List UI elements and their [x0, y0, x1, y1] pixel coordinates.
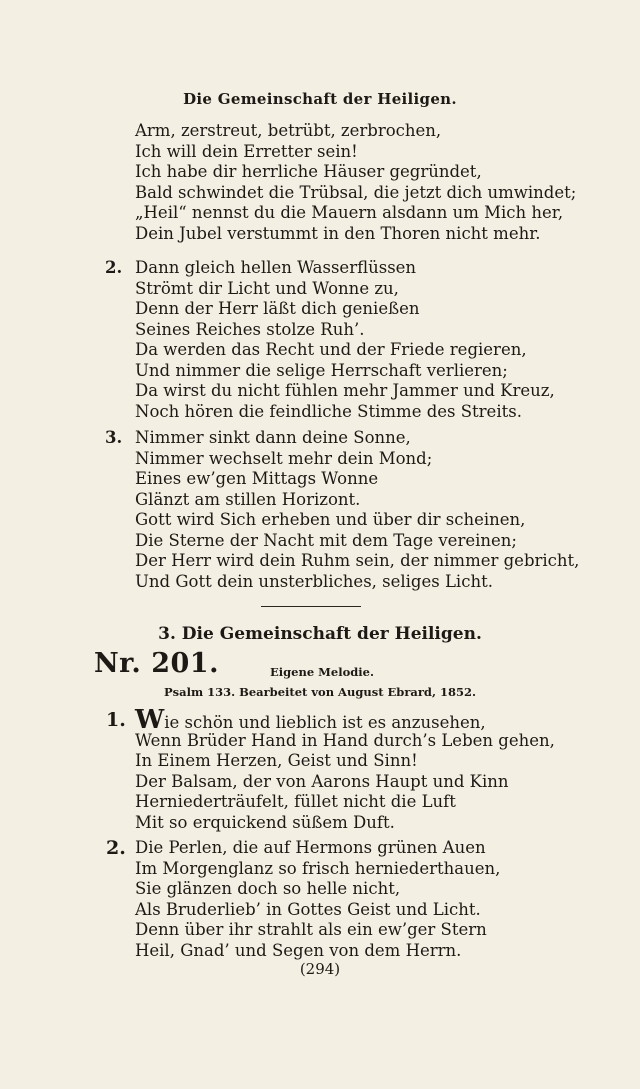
hymn-stanza-2	[0, 838, 640, 961]
verse-line: Eines ew’gen Mittags Wonne	[135, 469, 379, 488]
verse-line: Dein Jubel verstummt in den Thoren nicht mehr.	[135, 223, 541, 243]
verse-line: Arm, zerstreut, betrübt, zerbrochen,	[135, 121, 442, 140]
stanza-number: 3.	[105, 428, 123, 447]
carryover-stanza	[0, 121, 640, 244]
stanza-3	[0, 428, 640, 592]
verse-line: Noch hören die feindliche Stimme des Streits.	[135, 401, 522, 421]
hymn-attribution: Psalm 133. Bearbeitet von August Ebrard, 1852.	[164, 685, 476, 699]
page-number: (294)	[299, 960, 341, 978]
stanza-2	[0, 258, 640, 422]
drop-cap: W	[135, 705, 165, 735]
hymn-stanza-1	[0, 705, 640, 833]
verse-line: „Heil“ nennst du die Mauern alsdann um Mich her,	[135, 203, 564, 222]
verse-line: Glänzt am stillen Horizont.	[135, 489, 361, 509]
verse-line: Herniederträufelt, füllet nicht die Luft	[135, 792, 456, 811]
verse-line: Der Herr wird dein Ruhm sein, der nimmer gebricht,	[135, 551, 580, 570]
melody-note: Eigene Melodie.	[270, 665, 374, 679]
verse-line: 1. Wie schön und lieblich ist es anzusehen,	[106, 705, 486, 735]
verse-line: Die Sterne der Nacht mit dem Tage vereinen;	[135, 530, 517, 550]
section-title: 3. Die Gemeinschaft der Heiligen.	[158, 624, 482, 644]
verse-line: Ich habe dir herrliche Häuser gegründet,	[135, 162, 482, 181]
verse-line: Da werden das Recht und der Friede regieren,	[135, 340, 527, 359]
verse-line: Da wirst du nicht fühlen mehr Jammer und Kreuz,	[135, 381, 555, 400]
verse-line: 2. Dann gleich hellen Wasserflüssen	[105, 258, 417, 277]
stanza-number: 1.	[106, 709, 126, 731]
verse-line: Als Bruderlieb’ in Gottes Geist und Licht.	[135, 899, 481, 919]
verse-line: Sie glänzen doch so helle nicht,	[135, 879, 401, 898]
verse-line: Gott wird Sich erheben und über dir scheinen,	[135, 510, 526, 529]
stanza-number: 2.	[106, 837, 126, 859]
hymn-number: Nr. 201.	[94, 648, 219, 679]
verse-line: Denn der Herr läßt dich genießen	[135, 299, 420, 318]
running-head: Die Gemeinschaft der Heiligen.	[183, 90, 457, 108]
verse-line: Der Balsam, der von Aarons Haupt und Kinn	[135, 771, 509, 791]
verse-line: Im Morgenglanz so frisch herniederthauen,	[135, 858, 501, 878]
verse-line: Strömt dir Licht und Wonne zu,	[135, 278, 399, 298]
verse-line: Seines Reiches stolze Ruh’.	[135, 319, 365, 339]
verse-line: 3. Nimmer sinkt dann deine Sonne,	[105, 428, 411, 447]
verse-line: Wenn Brüder Hand in Hand durch’s Leben gehen,	[135, 730, 555, 750]
verse-line: Und nimmer die selige Herrschaft verlieren;	[135, 360, 508, 380]
section-divider	[261, 606, 361, 607]
verse-line: Mit so erquickend süßem Duft.	[135, 812, 395, 832]
verse-line: 2. Die Perlen, die auf Hermons grünen Auen	[106, 837, 486, 859]
verse-line: Nimmer wechselt mehr dein Mond;	[135, 448, 433, 468]
verse-line: Heil, Gnad’ und Segen von dem Herrn.	[135, 940, 462, 960]
stanza-number: 2.	[105, 258, 123, 277]
verse-line: Denn über ihr strahlt als ein ew’ger Stern	[135, 920, 487, 939]
verse-line: Ich will dein Erretter sein!	[135, 141, 358, 161]
verse-line: In Einem Herzen, Geist und Sinn!	[135, 751, 418, 770]
verse-line: Und Gott dein unsterbliches, seliges Licht.	[135, 571, 493, 591]
verse-line: Bald schwindet die Trübsal, die jetzt dich umwindet;	[135, 182, 577, 202]
